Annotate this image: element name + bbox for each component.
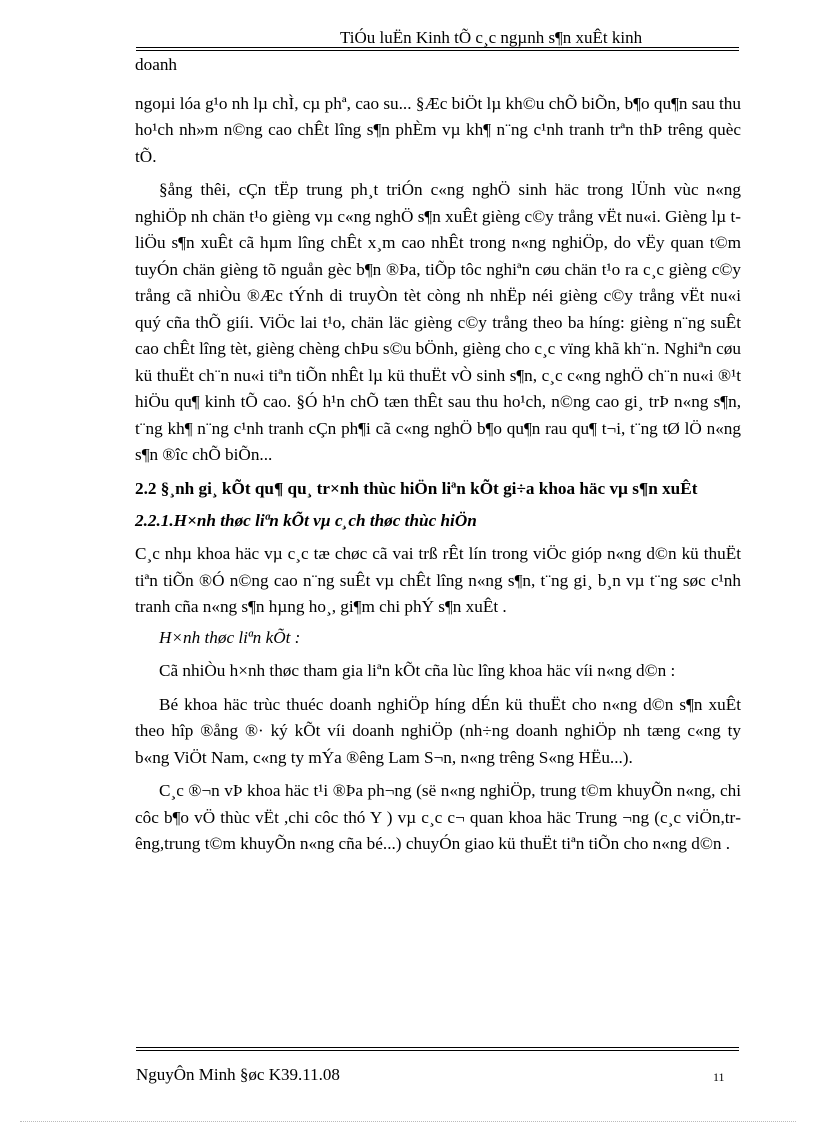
paragraph-continuation: doanh: [135, 55, 178, 74]
paragraph-1: ngoµi lóa g¹o nh lµ chÌ, cµ phª, cao su... §Æc biÖt lµ kh©u chÕ biÕn, b¶o qu¶n sau thu ho¹ch nh»m n©ng cao chÊt lîng s¶n phÈm vµ kh¶ n¨ng c¹nh tranh trªn thÞ trêng quèc tÕ.: [135, 93, 741, 166]
footer-rule-bottom: [136, 1050, 739, 1051]
paragraph-2: §ång thêi, cÇn tËp trung ph¸t triÓn c«ng nghÖ sinh häc trong lÜnh vùc n«ng nghiÖp nh chän t¹o gièng vµ c«ng nghÖ s¶n xuÊt gièng c©y trång vËt nu«i. Gièng lµ t liÖu s¶n xuÊt cã hµm lîng chÊt x¸m cao nhÊt trong n«ng nghiÖp, do vËy quan t©m tuyÓn chän gièng tõ nguån gèc b¶n ®Þa, tiÕp tôc nghiªn cøu chän t¹o ra c¸c gièng c©y trång cã nhiÒu ®Æc tÝnh di truyÒn tèt còng nh nhËp néi gièng c©y trång vËt nu«i quý cña thÕ giíi. ViÖc lai t¹o, chän läc gièng c©y trång theo ba híng: gièng n¨ng suÊt cao chÊt lîng tèt, gièng chèng chÞu s©u bÖnh, gièng cho c¸c vïng khã kh¨n. Nghiªn cøu kü thuËt ch¨n nu«i tiªn tiÕn nhÊt lµ kü thuËt vÒ sinh s¶n, c¸c c«ng nghÖ ch¨n nu«i ®¹t hiÖu qu¶ kinh tÕ cao. §Ó h¹n chÕ tæn thÊt sau thu ho¹ch, n©ng cao gi¸ trÞ n«ng s¶n, t¨ng kh¶ n¨ng c¹nh tranh cÇn ph¶i cã c«ng nghÖ b¶o qu¶n rau qu¶ t¬i, t¨ng tØ lÖ n«ng s¶n ®îc chÕ biÕn...: [135, 180, 741, 464]
page-number: 11: [713, 1070, 725, 1084]
subheading-forms: H×nh thøc liªn kÕt :: [159, 627, 301, 647]
footer-rule-top: [136, 1047, 739, 1048]
header-rule-top: [136, 47, 739, 48]
header-rule-bottom: [136, 50, 739, 51]
paragraph-4: Cã nhiÒu h×nh thøc tham gia liªn kÕt cña lùc lîng khoa häc víi n«ng d©n :: [159, 661, 676, 680]
subsection-heading-2-2-1: 2.2.1.H×nh thøc liªn kÕt vµ c¸ch thøc thùc hiÖn: [135, 510, 477, 530]
paragraph-5: Bé khoa häc trùc thuéc doanh nghiÖp híng dÉn kü thuËt cho n«ng d©n s¶n xuÊt theo hîp ®ång ®· ký kÕt víi doanh nghiÖp (nh÷ng doanh nghiÖp nh tæng c«ng ty b«ng ViÖt Nam, c«ng ty mÝa ®êng Lam S¬n, n«ng trêng S«ng HËu...).: [135, 694, 741, 767]
body-text: [135, 52, 741, 858]
footer-author: NguyÔn Minh §øc K39.11.08: [136, 1065, 340, 1084]
page-header-title: TiÓu luËn Kinh tÕ c¸c ngµnh s¶n xuÊt kinh: [340, 28, 643, 47]
section-heading-2-2: 2.2 §¸nh gi¸ kÕt qu¶ qu¸ tr×nh thùc hiÖn liªn kÕt gi÷a khoa häc vµ s¶n xuÊt: [135, 478, 698, 498]
page-edge-divider: [20, 1121, 796, 1122]
paragraph-6: C¸c ®¬n vÞ khoa häc t¹i ®Þa ph¬ng (së n«ng nghiÖp, trung t©m khuyÕn n«ng, chi côc b¶o vÖ thùc vËt ,chi côc thó Y ) vµ c¸c c¬ quan khoa häc Trung ¬ng (c¸c viÖn,trêng,trung t©m khuyÕn n«ng cña bé...) chuyÓn giao kü thuËt tiªn tiÕn cho n«ng d©n .: [135, 781, 741, 853]
paragraph-3: C¸c nhµ khoa häc vµ c¸c tæ chøc cã vai trß rÊt lín trong viÖc gióp n«ng d©n kü thuËt tiªn tiÕn ®Ó n©ng cao n¨ng suÊt vµ chÊt lîng n«ng s¶n, t¨ng gi¸ b¸n vµ t¨ng søc c¹nh tranh cña n«ng s¶n hµng ho¸, gi¶m chi phÝ s¶n xuÊt .: [135, 544, 741, 616]
